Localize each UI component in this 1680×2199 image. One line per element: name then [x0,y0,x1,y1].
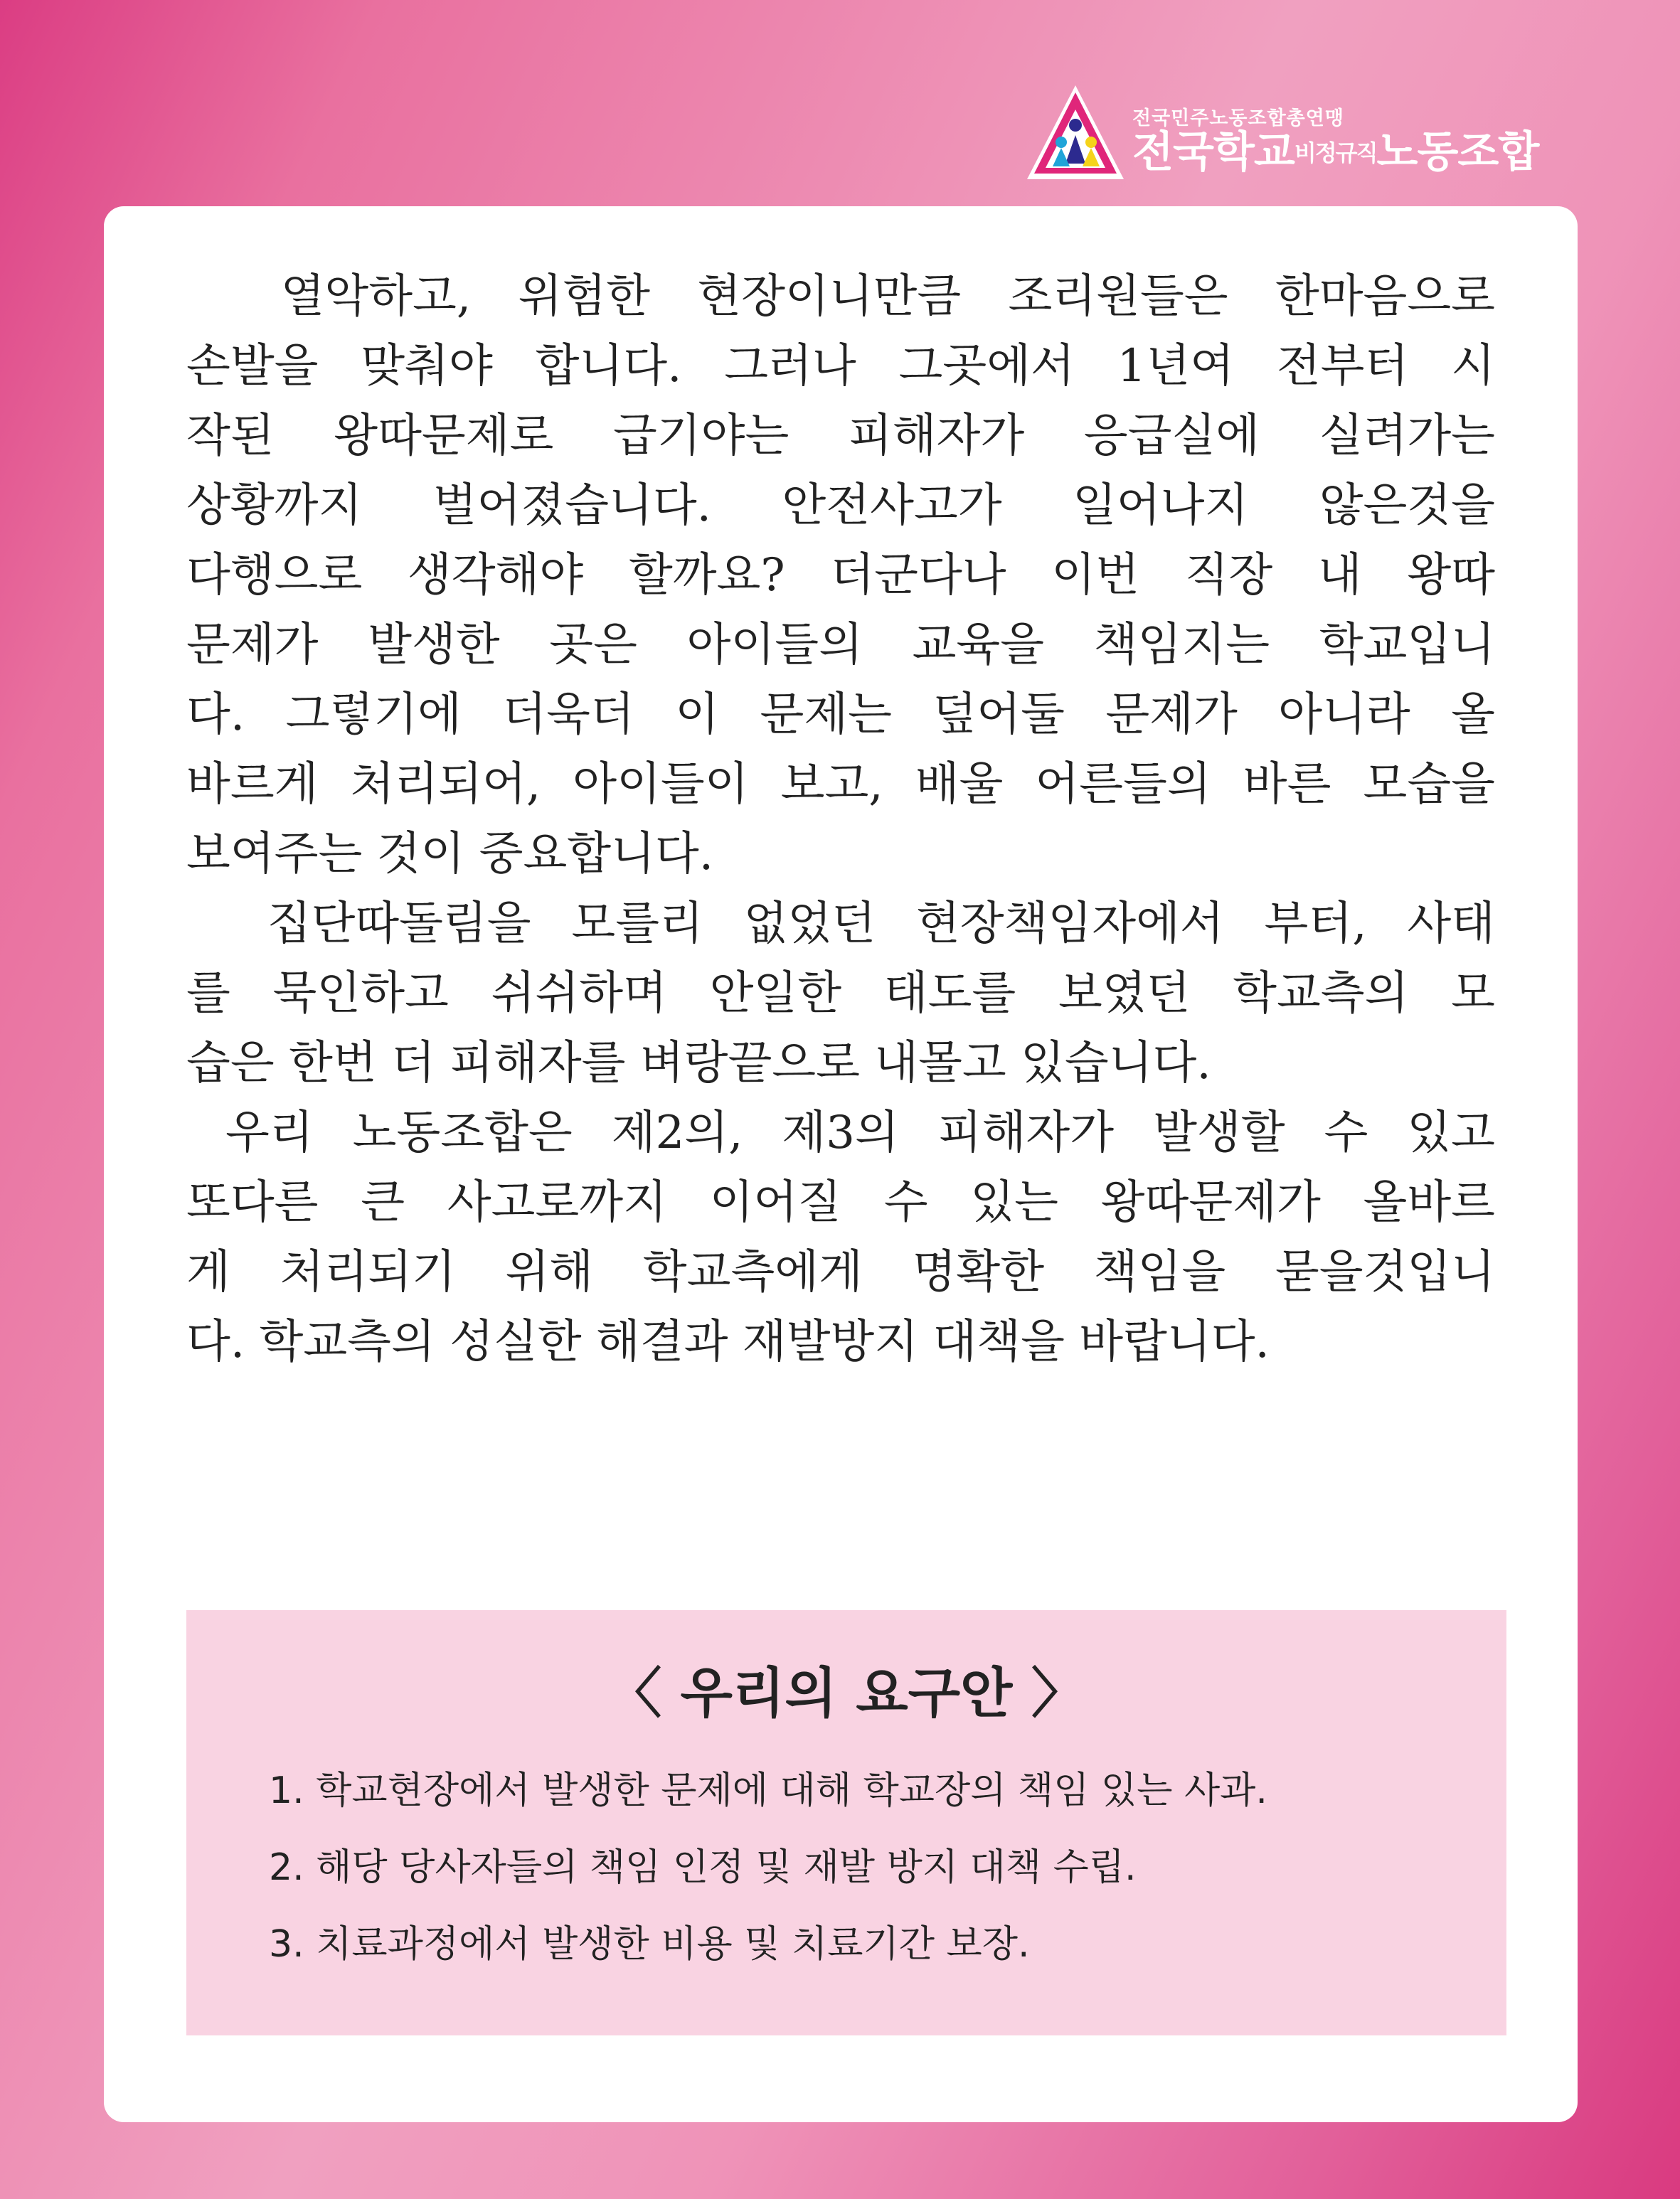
statement-line: 보여주는 것이 중요합니다. [186,828,714,880]
union-name [1132,127,1538,179]
demand-item: 1. 학교현장에서 발생한 문제에 대해 학교장의 책임 있는 사과. [269,1769,1267,1812]
union-name-part-1: 전국학교 [1132,127,1294,177]
statement-line: 집단따돌림을 모를리 없었던 현장책임자에서 부터, 사태 [186,898,1495,950]
demands-title: 〈 우리의 요구안 〉 [607,1661,1085,1725]
statement-line: 다행으로 생각해야 할까요? 더군다나 이번 직장 내 왕따 [186,549,1495,602]
statement-line: 바르게 처리되어, 아이들이 보고, 배울 어른들의 바른 모습을 [186,758,1495,811]
statement-line: 문제가 발생한 곳은 아이들의 교육을 책임지는 학교입니 [186,619,1495,671]
statement-line: 다. 학교측의 성실한 해결과 재발방지 대책을 바랍니다. [186,1316,1270,1368]
demands-box [186,1610,1506,2035]
union-emblem-icon [1026,84,1125,183]
statement-line: 손발을 맞춰야 합니다. 그러나 그곳에서 1년여 전부터 시 [186,340,1495,393]
statement-line: 습은 한번 더 피해자를 벼랑끝으로 내몰고 있습니다. [186,1037,1211,1090]
statement-line: 작된 왕따문제로 급기야는 피해자가 응급실에 실려가는 [186,410,1495,462]
statement-card [104,206,1578,2122]
demands-list [269,1752,1478,1983]
statement-line: 우리 노동조합은 제2의, 제3의 피해자가 발생할 수 있고 [186,1107,1495,1159]
statement-line: 를 묵인하고 쉬쉬하며 안일한 태도를 보였던 학교측의 모 [186,967,1495,1020]
union-name-part-3: 노동조합 [1376,127,1539,177]
statement-line: 열악하고, 위험한 현장이니만큼 조리원들은 한마음으로 [186,270,1495,323]
statement-line: 상황까지 벌어졌습니다. 안전사고가 일어나지 않은것을 [186,479,1495,532]
statement-line: 또다른 큰 사고로까지 이어질 수 있는 왕따문제가 올바르 [186,1176,1495,1229]
statement-line: 게 처리되기 위해 학교측에게 명확한 책임을 묻을것입니 [186,1246,1495,1299]
union-name-part-2: 비정규직 [1294,139,1377,166]
union-logo [1026,84,1566,186]
statement-body [186,262,1495,1377]
demand-item: 3. 치료과정에서 발생한 비용 및 치료기간 보장. [269,1923,1030,1966]
demand-item: 2. 해당 당사자들의 책임 인정 및 재발 방지 대책 수립. [269,1846,1137,1889]
statement-line: 다. 그렇기에 더욱더 이 문제는 덮어둘 문제가 아니라 올 [186,688,1495,741]
federation-name: 전국민주노동조합총연맹 [1132,107,1344,129]
